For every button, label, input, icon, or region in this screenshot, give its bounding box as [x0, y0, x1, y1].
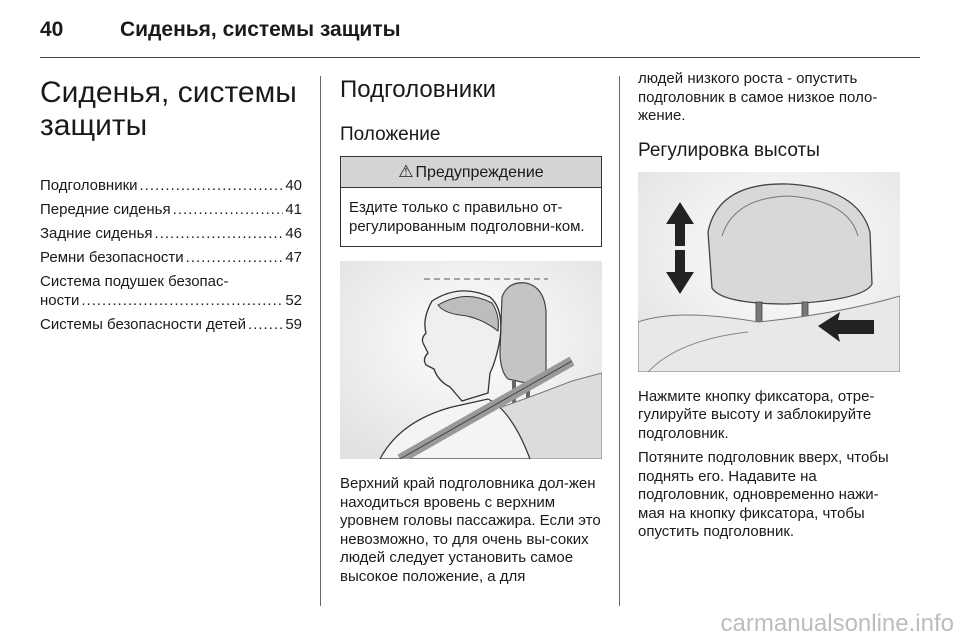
- headrest-height-illustration: [638, 172, 900, 372]
- toc-item[interactable]: Система подушек безопас- ности ..... 52: [40, 272, 302, 310]
- toc-item[interactable]: Подголовники ..... 40: [40, 176, 302, 195]
- page-number: 40: [40, 18, 64, 41]
- page-header: [40, 18, 401, 42]
- watermark: carmanualsonline.info: [720, 610, 954, 637]
- running-title: Сиденья, системы защиты: [120, 18, 401, 41]
- header-rule: [40, 57, 920, 58]
- toc-item[interactable]: Задние сиденья ..... 46: [40, 224, 302, 243]
- column-divider: [320, 76, 321, 606]
- column-divider: [619, 76, 620, 606]
- warning-heading: ⚠ Предупреждение: [341, 157, 601, 188]
- body-text: Верхний край подголовника дол-жен находиться вровень с верхним уровнем головы пассажира. Если это невозможно, то для очень вы-соких людей следует установить самое высокое положение, а для: [340, 475, 601, 585]
- body-text-continued: людей низкого роста - опустить подголовник в самое низкое поло-жение.: [638, 70, 878, 124]
- section-title: Подголовники: [340, 76, 497, 103]
- headrest-position-illustration: [340, 261, 602, 459]
- height-adjustment-column: [638, 70, 903, 548]
- toc-item[interactable]: Системы безопасности детей ..... 59: [40, 315, 302, 334]
- toc-item[interactable]: Передние сиденья ..... 41: [40, 200, 302, 219]
- subsection-title: Положение: [340, 124, 441, 145]
- instruction-text: Нажмите кнопку фиксатора, отре-гулируйте высоту и заблокируйте подголовник.: [638, 387, 875, 442]
- toc-column: [40, 70, 302, 339]
- chapter-title: Сиденья, системы защиты: [40, 76, 297, 142]
- warning-triangle-icon: ⚠: [398, 162, 414, 181]
- warning-box: [340, 156, 602, 247]
- warning-text: Ездите только с правильно от-регулированным подголовни-ком.: [349, 199, 585, 235]
- subsection-title: Регулировка высоты: [638, 139, 820, 161]
- instruction-text: Потяните подголовник вверх, чтобы поднять его. Надавите на подголовник, одновременно нажи-мая на кнопку фиксатора, чтобы опустить подголовник.: [638, 449, 889, 540]
- toc-item[interactable]: Ремни безопасности ..... 47: [40, 248, 302, 267]
- headrests-column: [340, 70, 602, 592]
